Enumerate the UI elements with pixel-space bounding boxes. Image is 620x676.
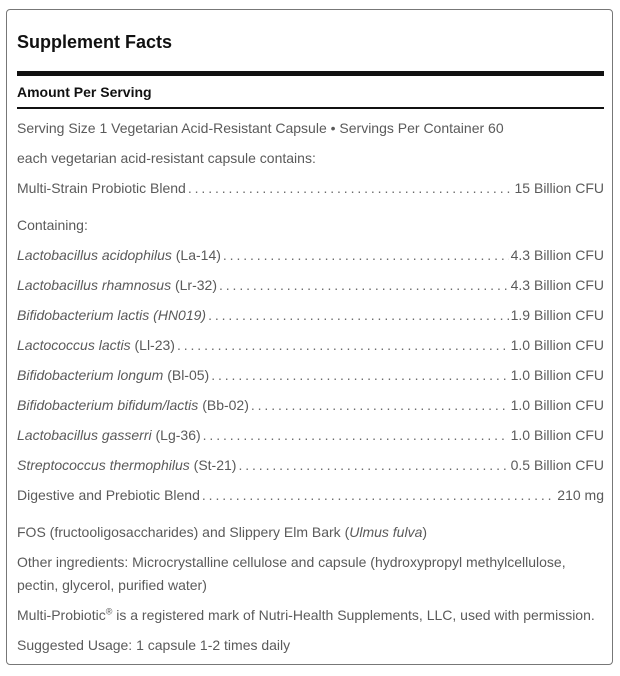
strain-amount: 1.0 Billion CFU [510, 337, 604, 353]
digestive-blend-amount: 210 mg [557, 487, 604, 503]
strain-name: Streptococcus thermophilus [17, 457, 190, 473]
strain-row [17, 275, 604, 295]
thin-divider [17, 107, 604, 109]
strain-row [17, 455, 604, 475]
fos-line [17, 522, 604, 542]
leader-dots [251, 395, 509, 415]
probiotic-blend-label: Multi-Strain Probiotic Blend [17, 180, 186, 196]
fos-latin-name: Ulmus fulva [349, 524, 423, 540]
digestive-blend-row [17, 485, 604, 505]
leader-dots [203, 425, 509, 445]
strain-row [17, 335, 604, 355]
strain-code: (Ll-23) [134, 337, 175, 353]
strain-row [17, 425, 604, 445]
strain-name: Bifidobacterium longum [17, 367, 164, 383]
serving-info: Serving Size 1 Vegetarian Acid-Resistant Capsule • Servings Per Container 60 [17, 120, 504, 136]
strain-code: (La-14) [175, 247, 221, 263]
thick-divider [17, 71, 604, 76]
leader-dots [188, 178, 513, 198]
strain-amount: 1.0 Billion CFU [510, 367, 604, 383]
suggested-usage: Suggested Usage: 1 capsule 1-2 times daily [17, 637, 291, 653]
strain-row [17, 305, 604, 325]
strain-name: Bifidobacterium lactis (HN019) [17, 307, 207, 323]
strain-name: Lactobacillus acidophilus [17, 247, 172, 263]
strain-amount: 4.3 Billion CFU [510, 247, 604, 263]
probiotic-blend-row [17, 178, 604, 198]
strain-name: Lactococcus lactis [17, 337, 131, 353]
registered-mark: ® [105, 606, 113, 617]
other-ingredients: Other ingredients: Microcrystalline cellulose and capsule (hydroxypropyl methylcellulose, pectin, glycerol, purified water) [17, 554, 566, 593]
trademark-brand: Multi-Probiotic [17, 607, 106, 623]
trademark-text: is a registered mark of Nutri-Health Supplements, LLC, used with permission. [112, 607, 595, 623]
strain-name: Lactobacillus gasserri [17, 427, 152, 443]
amount-per-serving-heading: Amount Per Serving [17, 84, 152, 100]
strain-amount: 4.3 Billion CFU [510, 277, 604, 293]
strain-amount: 1.0 Billion CFU [510, 427, 604, 443]
leader-dots [202, 485, 555, 505]
strain-name: Bifidobacterium bifidum/lactis [17, 397, 199, 413]
trademark-notice [17, 605, 604, 625]
probiotic-blend-amount: 15 Billion CFU [514, 180, 604, 196]
fos-suffix: ) [422, 524, 428, 540]
leader-dots [223, 245, 509, 265]
capsule-contains-text: each vegetarian acid-resistant capsule contains: [17, 150, 316, 166]
strain-amount: 1.9 Billion CFU [510, 307, 604, 323]
panel-title: Supplement Facts [17, 32, 173, 52]
strain-code: (St-21) [193, 457, 237, 473]
leader-dots [208, 305, 509, 325]
strain-code: (Bb-02) [202, 397, 249, 413]
containing-label: Containing: [17, 217, 88, 233]
fos-text: FOS (fructooligosaccharides) and Slippery Elm Bark ( [17, 524, 350, 540]
strain-name: Lactobacillus rhamnosus [17, 277, 172, 293]
digestive-blend-label: Digestive and Prebiotic Blend [17, 487, 200, 503]
strain-code: (Bl-05) [167, 367, 210, 383]
leader-dots [219, 275, 509, 295]
leader-dots [177, 335, 509, 355]
leader-dots [211, 365, 508, 385]
strain-amount: 0.5 Billion CFU [510, 457, 604, 473]
strain-row [17, 245, 604, 265]
strain-code: (Lg-36) [155, 427, 201, 443]
strain-row [17, 395, 604, 415]
strain-code: (Lr-32) [174, 277, 217, 293]
strain-amount: 1.0 Billion CFU [510, 397, 604, 413]
strain-row [17, 365, 604, 385]
leader-dots [238, 455, 508, 475]
